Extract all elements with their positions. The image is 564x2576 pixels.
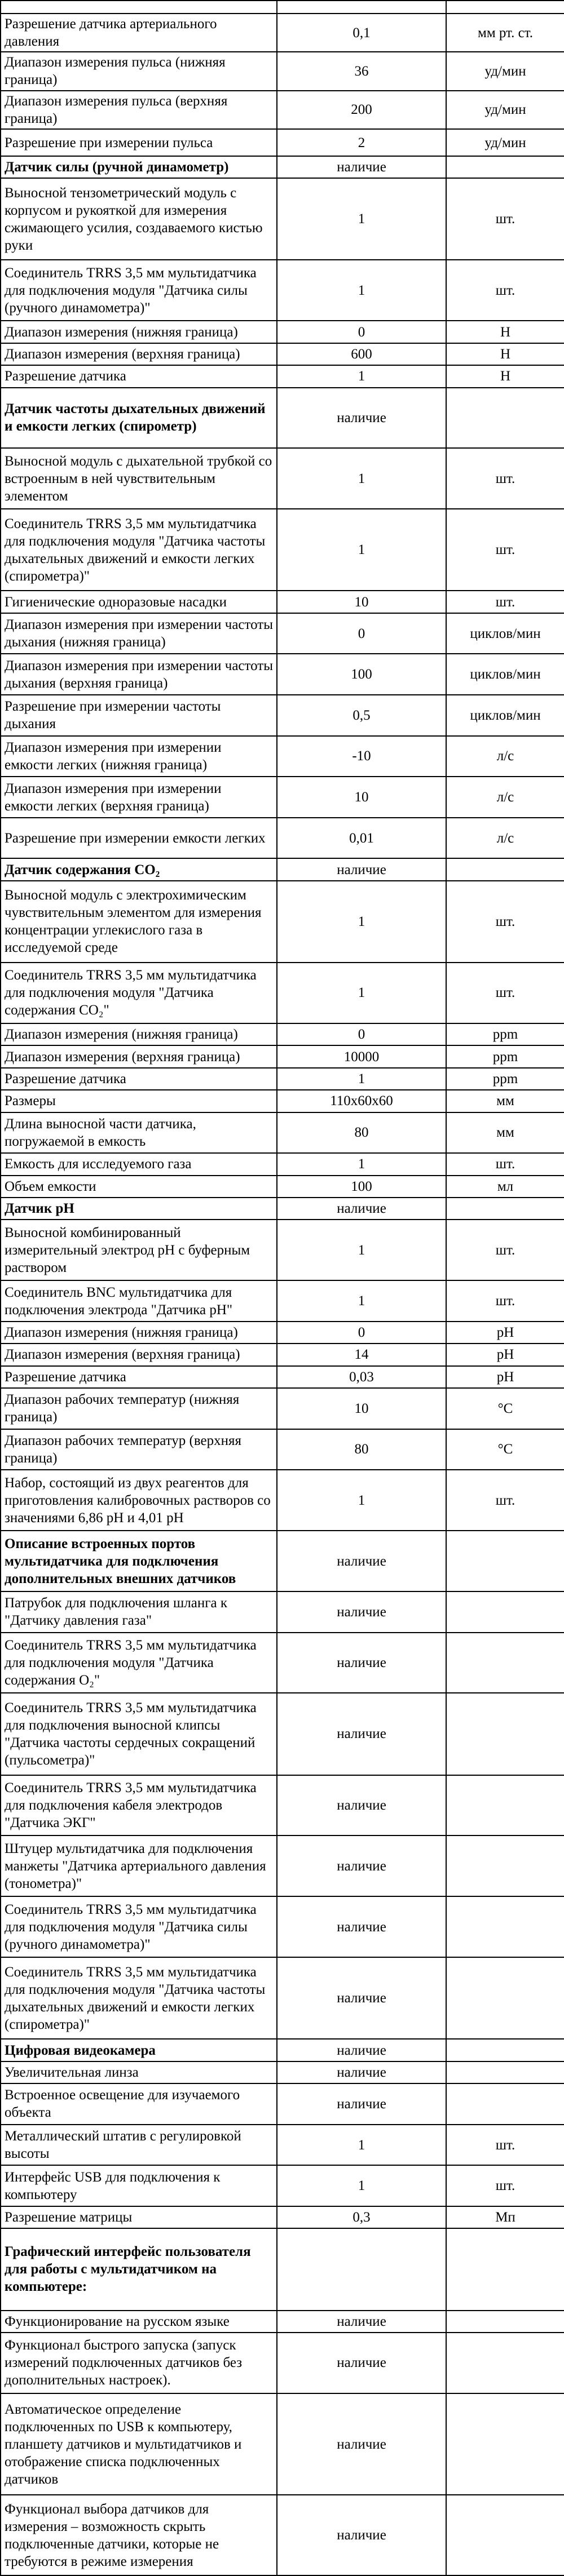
unit-cell [446, 1633, 564, 1693]
value-cell: 0,1 [277, 14, 446, 52]
parameter-cell: Выносной модуль с дыхательной трубкой со встроенным в ней чувствительным элементом [1, 448, 277, 509]
unit-cell: уд/мин [446, 91, 564, 129]
value-cell: 0,3 [277, 2206, 446, 2228]
unit-cell [446, 1896, 564, 1957]
value-cell: 80 [277, 1429, 446, 1470]
specification-table-body [1, 1, 564, 2575]
parameter-cell: Функционал быстрого запуска (запуск измерений подключенных датчиков без дополнительных настроек). [1, 2333, 277, 2393]
table-row [1, 1366, 564, 1388]
parameter-cell: Описание встроенных портов мультидатчика для подключения дополнительных внешних датчиков [1, 1531, 277, 1591]
table-row [1, 2311, 564, 2333]
parameter-cell: Интерфейс USB для подключения к компьютеру [1, 2165, 277, 2206]
table-row [1, 654, 564, 695]
unit-cell [446, 1775, 564, 1836]
table-row [1, 1322, 564, 1344]
table-row [1, 1429, 564, 1470]
value-cell: 0,03 [277, 1366, 446, 1388]
table-row [1, 1068, 564, 1090]
unit-cell [446, 2495, 564, 2575]
unit-cell: л/с [446, 777, 564, 818]
parameter-cell: Длина выносной части датчика, погружаемой в емкость [1, 1112, 277, 1154]
value-cell: 1 [277, 509, 446, 591]
value-cell: 10000 [277, 1045, 446, 1067]
section-row [1, 388, 564, 449]
parameter-cell: Гигиенические одноразовые насадки [1, 591, 277, 613]
table-row [1, 1470, 564, 1531]
table-row [1, 695, 564, 736]
parameter-cell: Соединитель TRRS 3,5 мм мультидатчика для подключения модуля "Датчика силы (ручного динамометра)" [1, 260, 277, 321]
section-row [1, 156, 564, 178]
table-row [1, 2393, 564, 2495]
table-row [1, 52, 564, 90]
value-cell: 1 [277, 963, 446, 1023]
table-row [1, 1388, 564, 1429]
unit-cell: ppm [446, 1023, 564, 1045]
parameter-cell: Металлический штатив с регулировкой высоты [1, 2125, 277, 2166]
value-cell: наличие [277, 2061, 446, 2083]
parameter-cell: Штуцер мультидатчика для подключения манжеты "Датчика артериального давления (тонометра)" [1, 1835, 277, 1896]
value-cell: 1 [277, 1470, 446, 1531]
value-cell: 1 [277, 2125, 446, 2166]
parameter-cell: Разрешение датчика [1, 365, 277, 387]
table-row [1, 1, 564, 14]
value-cell: 1 [277, 1220, 446, 1280]
unit-cell: циклов/мин [446, 654, 564, 695]
parameter-cell: Разрешение матрицы [1, 2206, 277, 2228]
table-row [1, 1693, 564, 1775]
unit-cell: шт. [446, 881, 564, 963]
table-row [1, 777, 564, 818]
unit-cell: pH [446, 1322, 564, 1344]
unit-cell: мм [446, 1090, 564, 1112]
unit-cell: шт. [446, 178, 564, 260]
parameter-cell [1, 1, 277, 14]
parameter-cell: Диапазон измерения при измерении частоты дыхания (нижняя граница) [1, 613, 277, 654]
unit-cell: шт. [446, 963, 564, 1023]
value-cell: 0 [277, 1023, 446, 1045]
value-cell: наличие [277, 1693, 446, 1775]
table-row [1, 1344, 564, 1365]
table-row [1, 1896, 564, 1957]
value-cell: наличие [277, 2083, 446, 2125]
parameter-cell: Графический интерфейс пользователя для работы с мультидатчиком на компьютере: [1, 2228, 277, 2310]
parameter-cell: Автоматическое определение подключенных по USB к компьютеру, планшету датчиков и мультидатчиков и отображение списка подключенных датчиков [1, 2393, 277, 2495]
value-cell: 1 [277, 365, 446, 387]
value-cell: 36 [277, 52, 446, 90]
parameter-cell: Соединитель TRRS 3,5 мм мультидатчика для подключения выносной клипсы "Датчика частоты сердечных сокращений (пульсометра)" [1, 1693, 277, 1775]
table-row [1, 1176, 564, 1198]
parameter-cell: Диапазон рабочих температур (нижняя граница) [1, 1388, 277, 1429]
unit-cell [446, 1693, 564, 1775]
value-cell: наличие [277, 1198, 446, 1220]
parameter-cell: Разрешение датчика артериального давления [1, 14, 277, 52]
unit-cell: мм [446, 1112, 564, 1154]
parameter-cell: Диапазон измерения пульса (нижняя граница) [1, 52, 277, 90]
section-row [1, 2039, 564, 2061]
table-row [1, 448, 564, 509]
value-cell: 10 [277, 777, 446, 818]
table-row [1, 1835, 564, 1896]
section-row [1, 2228, 564, 2310]
value-cell: 2 [277, 129, 446, 156]
table-row [1, 1775, 564, 1836]
unit-cell: ppm [446, 1045, 564, 1067]
unit-cell: шт. [446, 509, 564, 591]
table-row [1, 14, 564, 52]
parameter-cell: Соединитель TRRS 3,5 мм мультидатчика для подключения модуля "Датчика частоты дыхательных движений и емкости легких (спирометра)" [1, 509, 277, 591]
value-cell: 110x60x60 [277, 1090, 446, 1112]
parameter-cell: Диапазон измерения при измерении емкости легких (нижняя граница) [1, 736, 277, 777]
value-cell: наличие [277, 2333, 446, 2393]
parameter-cell: Соединитель TRRS 3,5 мм мультидатчика для подключения модуля "Датчика силы (ручного динамометра)" [1, 1896, 277, 1957]
parameter-cell: Разрешение датчика [1, 1366, 277, 1388]
parameter-cell: Объем емкости [1, 1176, 277, 1198]
table-row [1, 2495, 564, 2575]
value-cell: наличие [277, 1531, 446, 1591]
table-row [1, 343, 564, 365]
parameter-cell: Датчик содержания CO₂ [1, 858, 277, 880]
parameter-cell: Разрешение при измерении пульса [1, 129, 277, 156]
value-cell: 0 [277, 321, 446, 343]
table-row [1, 129, 564, 156]
unit-cell: pH [446, 1344, 564, 1365]
table-row [1, 881, 564, 963]
table-row [1, 2125, 564, 2166]
section-row [1, 1198, 564, 1220]
parameter-cell: Патрубок для подключения шланга к "Датчику давления газа" [1, 1591, 277, 1633]
value-cell: 1 [277, 260, 446, 321]
value-cell: наличие [277, 1775, 446, 1836]
value-cell: 0 [277, 613, 446, 654]
value-cell: 10 [277, 591, 446, 613]
parameter-cell: Набор, состоящий из двух реагентов для приготовления калибровочных растворов со значениями 6,86 pH и 4,01 pH [1, 1470, 277, 1531]
parameter-cell: Размеры [1, 1090, 277, 1112]
parameter-cell: Выносной комбинированный измерительный электрод pH с буферным раствором [1, 1220, 277, 1280]
parameter-cell: Диапазон измерения (верхняя граница) [1, 1344, 277, 1365]
unit-cell: шт. [446, 2165, 564, 2206]
unit-cell: Н [446, 321, 564, 343]
unit-cell [446, 156, 564, 178]
unit-cell: л/с [446, 736, 564, 777]
parameter-cell: Соединитель TRRS 3,5 мм мультидатчика для подключения модуля "Датчика содержания O₂" [1, 1633, 277, 1693]
unit-cell: pH [446, 1366, 564, 1388]
unit-cell: шт. [446, 260, 564, 321]
table-row [1, 1090, 564, 1112]
table-row [1, 591, 564, 613]
unit-cell: шт. [446, 1470, 564, 1531]
unit-cell [446, 1198, 564, 1220]
table-row [1, 1220, 564, 1280]
parameter-cell: Емкость для исследуемого газа [1, 1153, 277, 1175]
value-cell: наличие [277, 1835, 446, 1896]
section-row [1, 858, 564, 880]
parameter-cell: Соединитель TRRS 3,5 мм мультидатчика для подключения кабеля электродов "Датчика ЭКГ" [1, 1775, 277, 1836]
parameter-cell: Разрешение при измерении емкости легких [1, 818, 277, 859]
table-row [1, 818, 564, 859]
value-cell: 0 [277, 1322, 446, 1344]
unit-cell: °C [446, 1429, 564, 1470]
value-cell: 1 [277, 448, 446, 509]
value-cell: -10 [277, 736, 446, 777]
table-row [1, 1591, 564, 1633]
parameter-cell: Разрешение датчика [1, 1068, 277, 1090]
value-cell: наличие [277, 858, 446, 880]
unit-cell: л/с [446, 818, 564, 859]
value-cell: наличие [277, 2393, 446, 2495]
parameter-cell: Выносной модуль с электрохимическим чувствительным элементом для измерения концентрации углекислого газа в исследуемой среде [1, 881, 277, 963]
value-cell: 1 [277, 1280, 446, 1322]
unit-cell: уд/мин [446, 129, 564, 156]
value-cell: наличие [277, 2495, 446, 2575]
parameter-cell: Диапазон измерения при измерении емкости легких (верхняя граница) [1, 777, 277, 818]
unit-cell [446, 2039, 564, 2061]
parameter-cell: Диапазон измерения при измерении частоты дыхания (верхняя граница) [1, 654, 277, 695]
parameter-cell: Диапазон измерения пульса (верхняя граница) [1, 91, 277, 129]
parameter-cell: Диапазон измерения (нижняя граница) [1, 1023, 277, 1045]
table-row [1, 91, 564, 129]
parameter-cell: Разрешение при измерении частоты дыхания [1, 695, 277, 736]
value-cell: наличие [277, 388, 446, 449]
value-cell: 100 [277, 1176, 446, 1198]
unit-cell: °C [446, 1388, 564, 1429]
value-cell: 0,5 [277, 695, 446, 736]
value-cell: наличие [277, 1957, 446, 2039]
parameter-cell: Диапазон измерения (верхняя граница) [1, 1045, 277, 1067]
value-cell: 0,01 [277, 818, 446, 859]
unit-cell: мл [446, 1176, 564, 1198]
table-row [1, 2333, 564, 2393]
unit-cell [446, 1531, 564, 1591]
value-cell: наличие [277, 1591, 446, 1633]
parameter-cell: Встроенное освещение для изучаемого объекта [1, 2083, 277, 2125]
value-cell: 600 [277, 343, 446, 365]
table-row [1, 2206, 564, 2228]
value-cell: 1 [277, 881, 446, 963]
table-row [1, 2165, 564, 2206]
parameter-cell: Диапазон измерения (верхняя граница) [1, 343, 277, 365]
table-row [1, 613, 564, 654]
value-cell [277, 1, 446, 14]
parameter-cell: Соединитель TRRS 3,5 мм мультидатчика для подключения модуля "Датчика содержания CO₂" [1, 963, 277, 1023]
table-row [1, 1023, 564, 1045]
table-row [1, 178, 564, 260]
table-row [1, 260, 564, 321]
parameter-cell: Функционирование на русском языке [1, 2311, 277, 2333]
unit-cell [446, 388, 564, 449]
table-row [1, 2083, 564, 2125]
value-cell: 1 [277, 1153, 446, 1175]
unit-cell: шт. [446, 2125, 564, 2166]
unit-cell: шт. [446, 591, 564, 613]
table-row [1, 509, 564, 591]
table-row [1, 1112, 564, 1154]
table-row [1, 963, 564, 1023]
value-cell: 1 [277, 1068, 446, 1090]
unit-cell: шт. [446, 1153, 564, 1175]
parameter-cell: Датчик силы (ручной динамометр) [1, 156, 277, 178]
unit-cell: шт. [446, 448, 564, 509]
unit-cell [446, 1957, 564, 2039]
unit-cell: ppm [446, 1068, 564, 1090]
unit-cell [446, 2228, 564, 2310]
table-row [1, 1280, 564, 1322]
unit-cell [446, 2311, 564, 2333]
table-row [1, 1045, 564, 1067]
table-row [1, 321, 564, 343]
parameter-cell: Соединитель BNC мультидатчика для подключения электрода "Датчика pH" [1, 1280, 277, 1322]
value-cell: 200 [277, 91, 446, 129]
unit-cell [446, 858, 564, 880]
value-cell: 14 [277, 1344, 446, 1365]
section-row [1, 1531, 564, 1591]
parameter-cell: Функционал выбора датчиков для измерения – возможность скрыть подключенные датчики, которые не требуются в режиме измерения [1, 2495, 277, 2575]
value-cell: наличие [277, 1633, 446, 1693]
unit-cell: циклов/мин [446, 613, 564, 654]
parameter-cell: Цифровая видеокамера [1, 2039, 277, 2061]
unit-cell: Мп [446, 2206, 564, 2228]
value-cell [277, 2228, 446, 2310]
table-row [1, 736, 564, 777]
parameter-cell: Диапазон измерения (нижняя граница) [1, 321, 277, 343]
parameter-cell: Датчик pH [1, 1198, 277, 1220]
table-row [1, 2061, 564, 2083]
unit-cell [446, 2061, 564, 2083]
value-cell: 1 [277, 178, 446, 260]
table-row [1, 1957, 564, 2039]
value-cell: 10 [277, 1388, 446, 1429]
value-cell: наличие [277, 2311, 446, 2333]
unit-cell: Н [446, 365, 564, 387]
table-row [1, 365, 564, 387]
value-cell: наличие [277, 1896, 446, 1957]
unit-cell: мм рт. ст. [446, 14, 564, 52]
parameter-cell: Увеличительная линза [1, 2061, 277, 2083]
parameter-cell: Диапазон измерения (нижняя граница) [1, 1322, 277, 1344]
unit-cell [446, 1, 564, 14]
parameter-cell: Диапазон рабочих температур (верхняя граница) [1, 1429, 277, 1470]
unit-cell [446, 2083, 564, 2125]
value-cell: наличие [277, 156, 446, 178]
table-row [1, 1633, 564, 1693]
parameter-cell: Выносной тензометрический модуль с корпусом и рукояткой для измерения сжимающего усилия, создаваемого кистью руки [1, 178, 277, 260]
unit-cell: шт. [446, 1280, 564, 1322]
value-cell: наличие [277, 2039, 446, 2061]
unit-cell [446, 1591, 564, 1633]
value-cell: 100 [277, 654, 446, 695]
unit-cell [446, 2393, 564, 2495]
unit-cell: циклов/мин [446, 695, 564, 736]
value-cell: 80 [277, 1112, 446, 1154]
unit-cell [446, 2333, 564, 2393]
value-cell: 1 [277, 2165, 446, 2206]
unit-cell: Н [446, 343, 564, 365]
unit-cell [446, 1835, 564, 1896]
table-row [1, 1153, 564, 1175]
parameter-cell: Датчик частоты дыхательных движений и емкости легких (спирометр) [1, 388, 277, 449]
unit-cell: шт. [446, 1220, 564, 1280]
unit-cell: уд/мин [446, 52, 564, 90]
parameter-cell: Соединитель TRRS 3,5 мм мультидатчика для подключения модуля "Датчика частоты дыхательных движений и емкости легких (спирометра)" [1, 1957, 277, 2039]
